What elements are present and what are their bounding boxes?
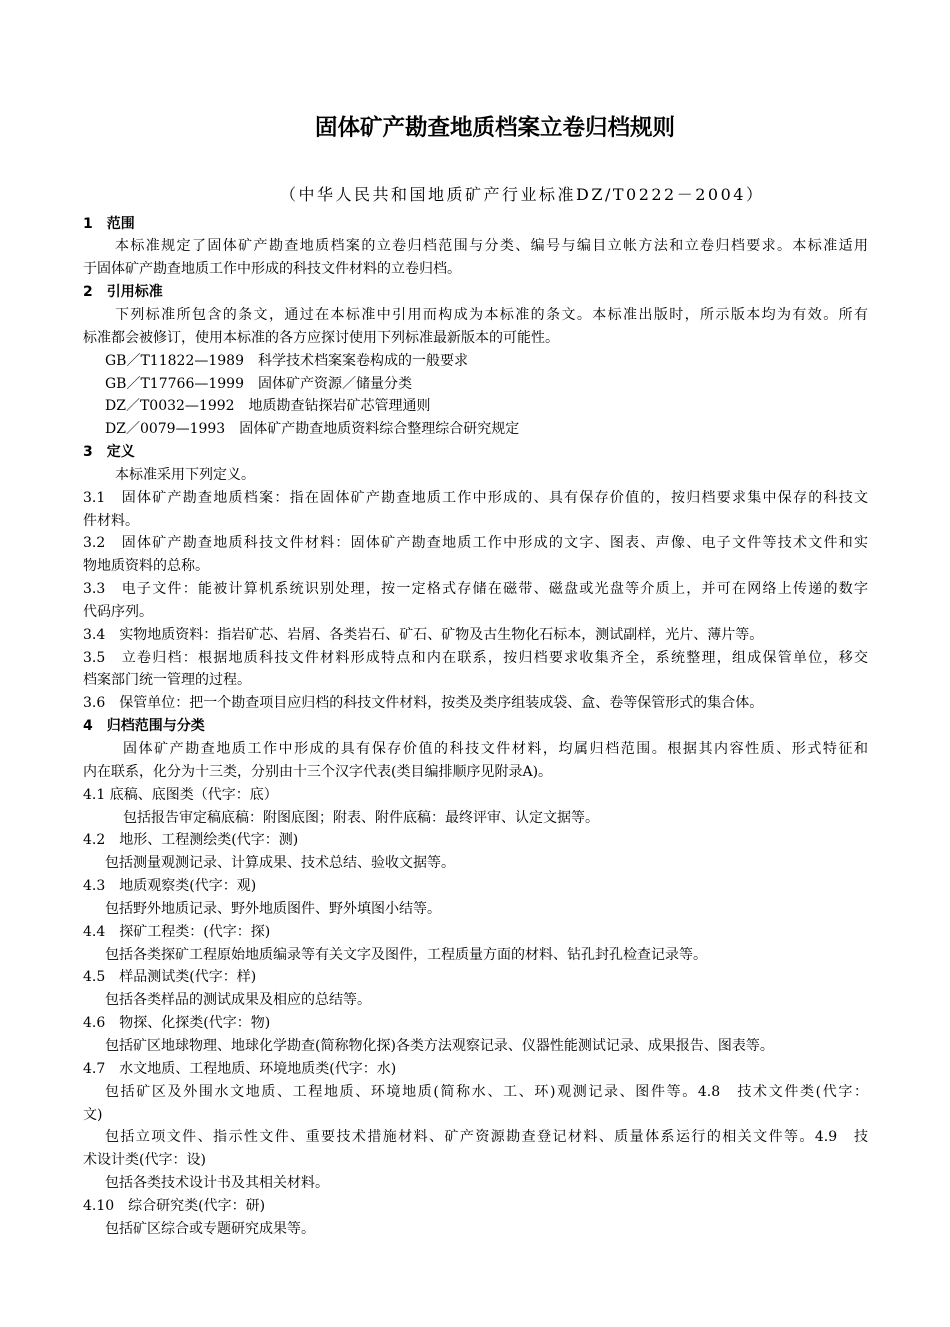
reference-item: DZ／0079—1993 固体矿产勘查地质资料综合整理综合研究规定: [105, 421, 520, 438]
definition-line: 3.3 电子文件：能被计算机系统识别处理，按一定格式存储在磁带、磁盘或光盘等介质上，并可在网络上传递的数字: [83, 581, 868, 598]
category-description: 包括报告审定稿底稿：附图底图；附表、附件底稿：最终评审、认定文据等。: [123, 809, 599, 826]
paragraph-line: 下列标准所包含的条文，通过在本标准中引用而构成为本标准的条文。本标准出版时，所示版本均为有效。所有: [115, 306, 868, 323]
section-heading: 1 范围: [83, 215, 135, 232]
category-title: 4.10 综合研究类(代字：研): [83, 1197, 266, 1214]
category-description: 包括矿区综合或专题研究成果等。: [105, 1220, 315, 1237]
category-description: 包括测量观测记录、计算成果、技术总结、验收文据等。: [105, 855, 455, 872]
definition-line: 代码序列。: [83, 603, 153, 620]
paragraph-line: 本标准采用下列定义。: [115, 466, 255, 483]
category-title: 4.1 底稿、底图类（代字：底）: [83, 786, 278, 803]
category-description: 包括各类探矿工程原始地质编录等有关文字及图件，工程质量方面的材料、钻孔封孔检查记录等。: [105, 946, 707, 963]
paragraph-line: 本标准规定了固体矿产勘查地质档案的立卷归档范围与分类、编号与编目立帐方法和立卷归档要求。本标准适用: [115, 238, 868, 255]
document-body: [83, 213, 868, 1241]
category-description: 包括矿区地球物理、地球化学勘查(简称物化探)各类方法观察记录、仪器性能测试记录、成果报告、图表等。: [105, 1037, 774, 1054]
definition-line: 件材料。: [83, 512, 139, 529]
reference-item: GB／T17766—1999 固体矿产资源／储量分类: [105, 375, 412, 392]
paragraph-line: 内在联系，化分为十三类，分别由十三个汉字代表(类目编排顺序见附录A)。: [83, 763, 553, 780]
document-title: 固体矿产勘查地质档案立卷归档规则: [315, 115, 676, 141]
category-description: 包括矿区及外围水文地质、工程地质、环境地质(简称水、工、环)观测记录、图件等。4.8 技术文件类(代字：: [105, 1083, 868, 1100]
category-description: 包括各类技术设计书及其相关材料。: [105, 1175, 329, 1192]
category-description: 包括野外地质记录、野外地质图件、野外填图小结等。: [105, 900, 441, 917]
section-heading: 4 归档范围与分类: [83, 718, 205, 735]
category-description: 包括各类样品的测试成果及相应的总结等。: [105, 992, 371, 1009]
section-heading: 2 引用标准: [83, 284, 163, 301]
definition-line: 3.2 固体矿产勘查地质科技文件材料：固体矿产勘查地质工作中形成的文字、图表、声像、电子文件等技术文件和实: [83, 535, 868, 552]
category-title: 4.2 地形、工程测绘类(代字：测): [83, 832, 299, 849]
category-description: 术设计类(代字：设): [83, 1152, 206, 1169]
document-subtitle: （中华人民共和国地质矿产行业标准DZ/T0222－2004）: [280, 185, 765, 204]
definition-line: 3.5 立卷归档：根据地质科技文件材料形成特点和内在联系，按归档要求收集齐全，系统整理，组成保管单位，移交: [83, 649, 868, 666]
definition-line: 3.6 保管单位：把一个勘查项目应归档的科技文件材料，按类及类序组装成袋、盒、卷等保管形式的集合体。: [83, 695, 764, 712]
paragraph-line: 固体矿产勘查地质工作中形成的具有保存价值的科技文件材料，均属归档范围。根据其内容性质、形式特征和: [123, 741, 868, 757]
category-description: 文): [83, 1106, 103, 1123]
category-title: 4.5 样品测试类(代字：样): [83, 969, 257, 986]
category-title: 4.7 水文地质、工程地质、环境地质类(代字：水): [83, 1060, 397, 1077]
section-heading: 3 定义: [83, 444, 135, 461]
category-title: 4.3 地质观察类(代字：观): [83, 878, 257, 895]
category-description: 包括立项文件、指示性文件、重要技术措施材料、矿产资源勘查登记材料、质量体系运行的相关文件等。4.9 技: [105, 1129, 868, 1146]
definition-line: 物地质资料的总称。: [83, 558, 209, 575]
category-title: 4.6 物探、化探类(代字：物): [83, 1015, 271, 1032]
reference-item: GB／T11822—1989 科学技术档案案卷构成的一般要求: [105, 352, 468, 369]
paragraph-line: 标准都会被修订，使用本标准的各方应探讨使用下列标准最新版本的可能性。: [83, 329, 559, 346]
definition-line: 3.4 实物地质资料：指岩矿芯、岩屑、各类岩石、矿石、矿物及古生物化石标本，测试副样，光片、薄片等。: [83, 626, 764, 643]
paragraph-line: 于固体矿产勘查地质工作中形成的科技文件材料的立卷归档。: [83, 261, 461, 278]
definition-line: 3.1 固体矿产勘查地质档案：指在固体矿产勘查地质工作中形成的、具有保存价值的，按归档要求集中保存的科技文: [83, 489, 868, 506]
reference-item: DZ／T0032—1992 地质勘查钻探岩矿芯管理通则: [105, 398, 431, 415]
category-title: 4.4 探矿工程类：(代字：探): [83, 923, 271, 940]
definition-line: 档案部门统一管理的过程。: [83, 672, 251, 689]
